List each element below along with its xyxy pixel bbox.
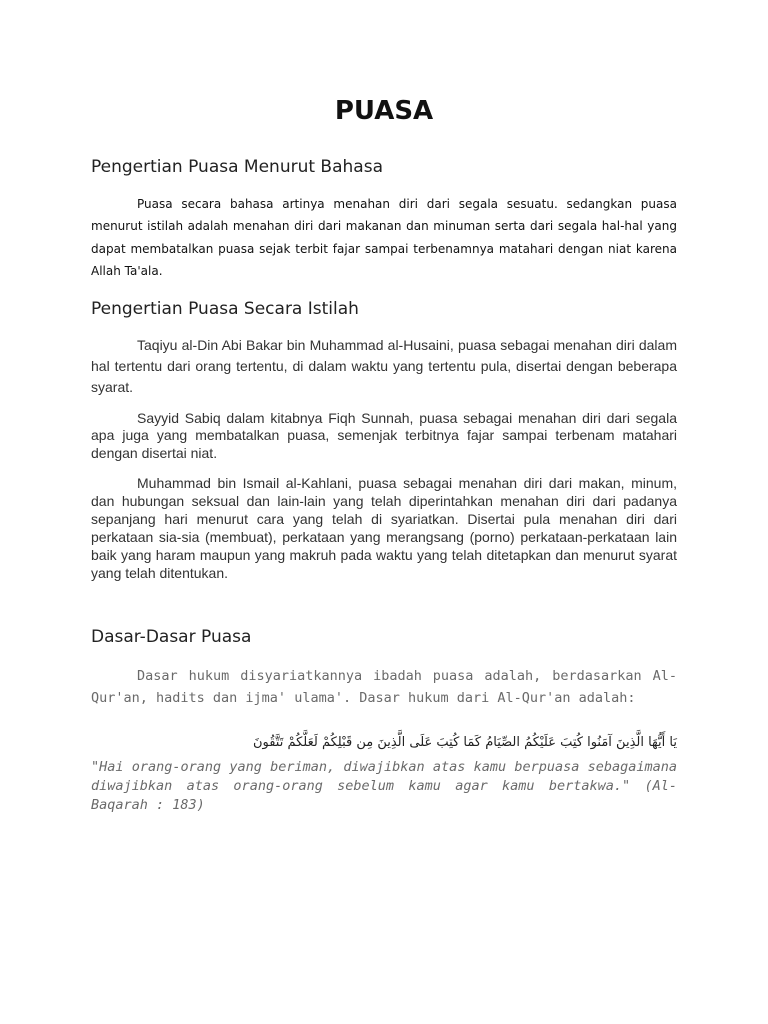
arabic-verse: يَا أَيُّهَا الَّذِينَ آمَنُوا كُتِبَ عَلَيْكُمُ الصِّيَامُ كَمَا كُتِبَ عَلَى الَّذِينَ مِن قَبْلِكُمْ لَعَلَّكُمْ تَتَّقُونَ [252,735,677,750]
paragraph-bahasa: Puasa secara bahasa artinya menahan diri dari segala sesuatu. sedangkan puasa menurut istilah adalah menahan diri dari makanan dan minuman serta dari segala hal-hal yang dapat membatalkan puasa sejak terbit fajar sampai terbenamnya matahari dengan niat karena Allah Ta'ala. [91,197,677,278]
paragraph-taqiyu: Taqiyu al-Din Abi Bakar bin Muhammad al-Husaini, puasa sebagai menahan diri dalam hal tertentu dari orang tertentu, di dalam waktu yang tertentu pula, disertai dengan beberapa syarat. [91,337,677,395]
paragraph-al-kahlani: Muhammad bin Ismail al-Kahlani, puasa sebagai menahan diri dari makan, minum, dan hubungan seksual dan lain-lain yang telah diperintahkan menahan diri dari padanya sepanjang hari menurut cara yang telah di syariatkan. Disertai pula menahan diri dari perkataan sia-sia (membuat), perkataan yang merangsang (porno) perkataan-perkataan lain baik yang haram maupun yang makruh pada waktu yang telah ditetapkan dan menurut syarat yang telah ditentukan. [91,475,677,582]
document-title: PUASA [334,96,434,126]
section-heading-dasar: Dasar-Dasar Puasa [91,627,252,647]
paragraph-dasar-hukum: Dasar hukum disyariatkannya ibadah puasa adalah, berdasarkan Al-Qur'an, hadits dan ijma' ulama'. Dasar hukum dari Al-Qur'an adalah: [91,668,677,706]
section-heading-bahasa: Pengertian Puasa Menurut Bahasa [91,157,383,177]
paragraph-sayyid-sabiq: Sayyid Sabiq dalam kitabnya Fiqh Sunnah, puasa sebagai menahan diri dari segala apa juga yang membatalkan puasa, semenjak terbitnya fajar sampai terbenam matahari dengan disertai niat. [91,410,677,461]
section-heading-istilah: Pengertian Puasa Secara Istilah [91,299,359,319]
verse-translation: "Hai orang-orang yang beriman, diwajibkan atas kamu berpuasa sebagaimana diwajibkan atas orang-orang sebelum kamu agar kamu bertakwa." (Al-Baqarah : 183) [91,759,677,813]
